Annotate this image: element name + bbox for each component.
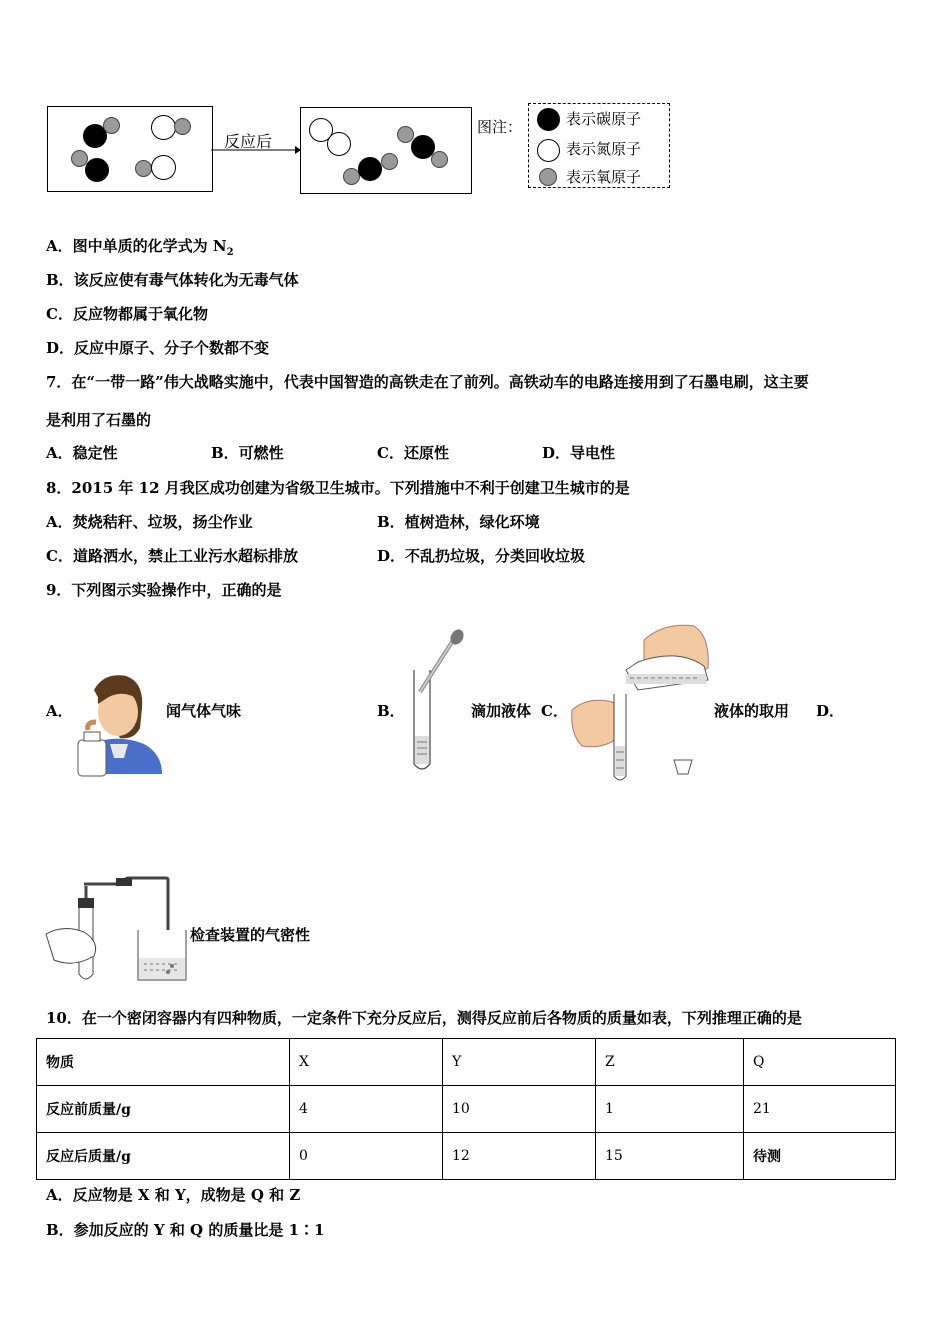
table-row <box>37 1086 896 1133</box>
q6-option-a-text: A．图中单质的化学式为 N <box>46 237 227 255</box>
table-header-row <box>37 1039 896 1086</box>
q7-stem-line1: 7．在“一带一路”伟大战略实施中，代表中国智造的高铁走在了前列。高铁动车的电路连接用到了石墨电刷，这主要 <box>46 373 809 391</box>
table-header-cell: Y <box>443 1039 596 1086</box>
q8-option-c: C．道路洒水，禁止工业污水超标排放 <box>46 547 298 565</box>
q10-option-a: A．反应物是 X 和 Y，成物是 Q 和 Z <box>46 1186 301 1204</box>
reaction-arrow-label: 反应后 <box>224 132 273 151</box>
q9-option-d-letter: D． <box>816 702 845 720</box>
table-header-cell: Q <box>744 1039 896 1086</box>
oxygen-atom <box>103 117 120 134</box>
table-header-cell: X <box>290 1039 443 1086</box>
oxygen-atom <box>381 153 398 170</box>
table-cell: 反应后质量/g <box>37 1133 290 1180</box>
table-row <box>37 1133 896 1180</box>
dropper-illustration <box>408 628 468 773</box>
q9-option-a-letter: A． <box>46 702 73 720</box>
oxygen-atom <box>135 160 152 177</box>
q9-option-b-caption: 滴加液体 <box>471 702 532 720</box>
q8-option-d: D．不乱扔垃圾，分类回收垃圾 <box>377 547 586 565</box>
q7-option-a: A．稳定性 <box>46 444 118 462</box>
legend-label-carbon: 表示碳原子 <box>566 110 642 128</box>
nitrogen-atom <box>327 132 351 156</box>
legend-nitrogen-icon <box>537 139 560 162</box>
q7-option-c: C．还原性 <box>377 444 449 462</box>
table-cell: 1 <box>596 1086 744 1133</box>
q9-option-c-letter: C． <box>541 702 568 720</box>
q10-stem: 10．在一个密闭容器内有四种物质，一定条件下充分反应后，测得反应前后各物质的质量如表，下列推理正确的是 <box>46 1009 802 1027</box>
nitrogen-atom <box>151 155 176 180</box>
table-header-cell: Z <box>596 1039 744 1086</box>
q9-stem: 9．下列图示实验操作中，正确的是 <box>46 581 282 599</box>
reaction-arrow <box>211 143 301 157</box>
table-cell: 反应前质量/g <box>37 1086 290 1133</box>
table-header-cell: 物质 <box>37 1039 290 1086</box>
q7-option-d: D．导电性 <box>542 444 616 462</box>
reactants-box <box>47 106 213 192</box>
q6-option-d: D．反应中原子、分子个数都不变 <box>46 339 270 357</box>
table-cell: 4 <box>290 1086 443 1133</box>
q8-option-a: A．焚烧秸秆、垃圾，扬尘作业 <box>46 513 253 531</box>
carbon-atom <box>85 158 109 182</box>
table-cell: 21 <box>744 1086 896 1133</box>
q7-stem-line2: 是利用了石墨的 <box>46 411 152 429</box>
table-cell: 15 <box>596 1133 744 1180</box>
q9-option-b-letter: B． <box>377 702 405 720</box>
q6-option-a-subscript: 2 <box>226 247 234 258</box>
oxygen-atom <box>174 118 191 135</box>
q9-option-c-caption: 液体的取用 <box>714 702 790 720</box>
table-cell: 待测 <box>744 1133 896 1180</box>
table-cell: 0 <box>290 1133 443 1180</box>
q6-option-c: C．反应物都属于氧化物 <box>46 305 208 323</box>
legend-prefix: 图注： <box>477 118 523 136</box>
table-cell: 12 <box>443 1133 596 1180</box>
legend-label-nitrogen: 表示氮原子 <box>566 140 642 158</box>
table-cell: 10 <box>443 1086 596 1133</box>
smell-gas-illustration <box>74 670 166 780</box>
oxygen-atom <box>431 151 448 168</box>
q6-option-b: B．该反应使有毒气体转化为无毒气体 <box>46 271 299 289</box>
q9-option-a-caption: 闻气体气味 <box>166 702 242 720</box>
airtightness-check-illustration <box>44 876 194 988</box>
q9-option-d-caption: 检查装置的气密性 <box>190 926 311 944</box>
nitrogen-atom <box>151 115 176 140</box>
legend-label-oxygen: 表示氧原子 <box>566 168 642 186</box>
q10-option-b: B．参加反应的 Y 和 Q 的质量比是 1∶1 <box>46 1221 325 1239</box>
legend-oxygen-icon <box>539 168 557 186</box>
q6-option-a <box>46 236 234 263</box>
legend-carbon-icon <box>537 108 560 131</box>
carbon-atom <box>358 157 382 181</box>
q7-option-b: B．可燃性 <box>211 444 284 462</box>
q8-option-b: B．植树造林，绿化环境 <box>377 513 540 531</box>
mass-table <box>36 1038 896 1180</box>
pour-liquid-illustration <box>568 618 718 783</box>
q8-stem: 8．2015 年 12 月我区成功创建为省级卫生城市。下列措施中不利于创建卫生城市的是 <box>46 479 630 497</box>
